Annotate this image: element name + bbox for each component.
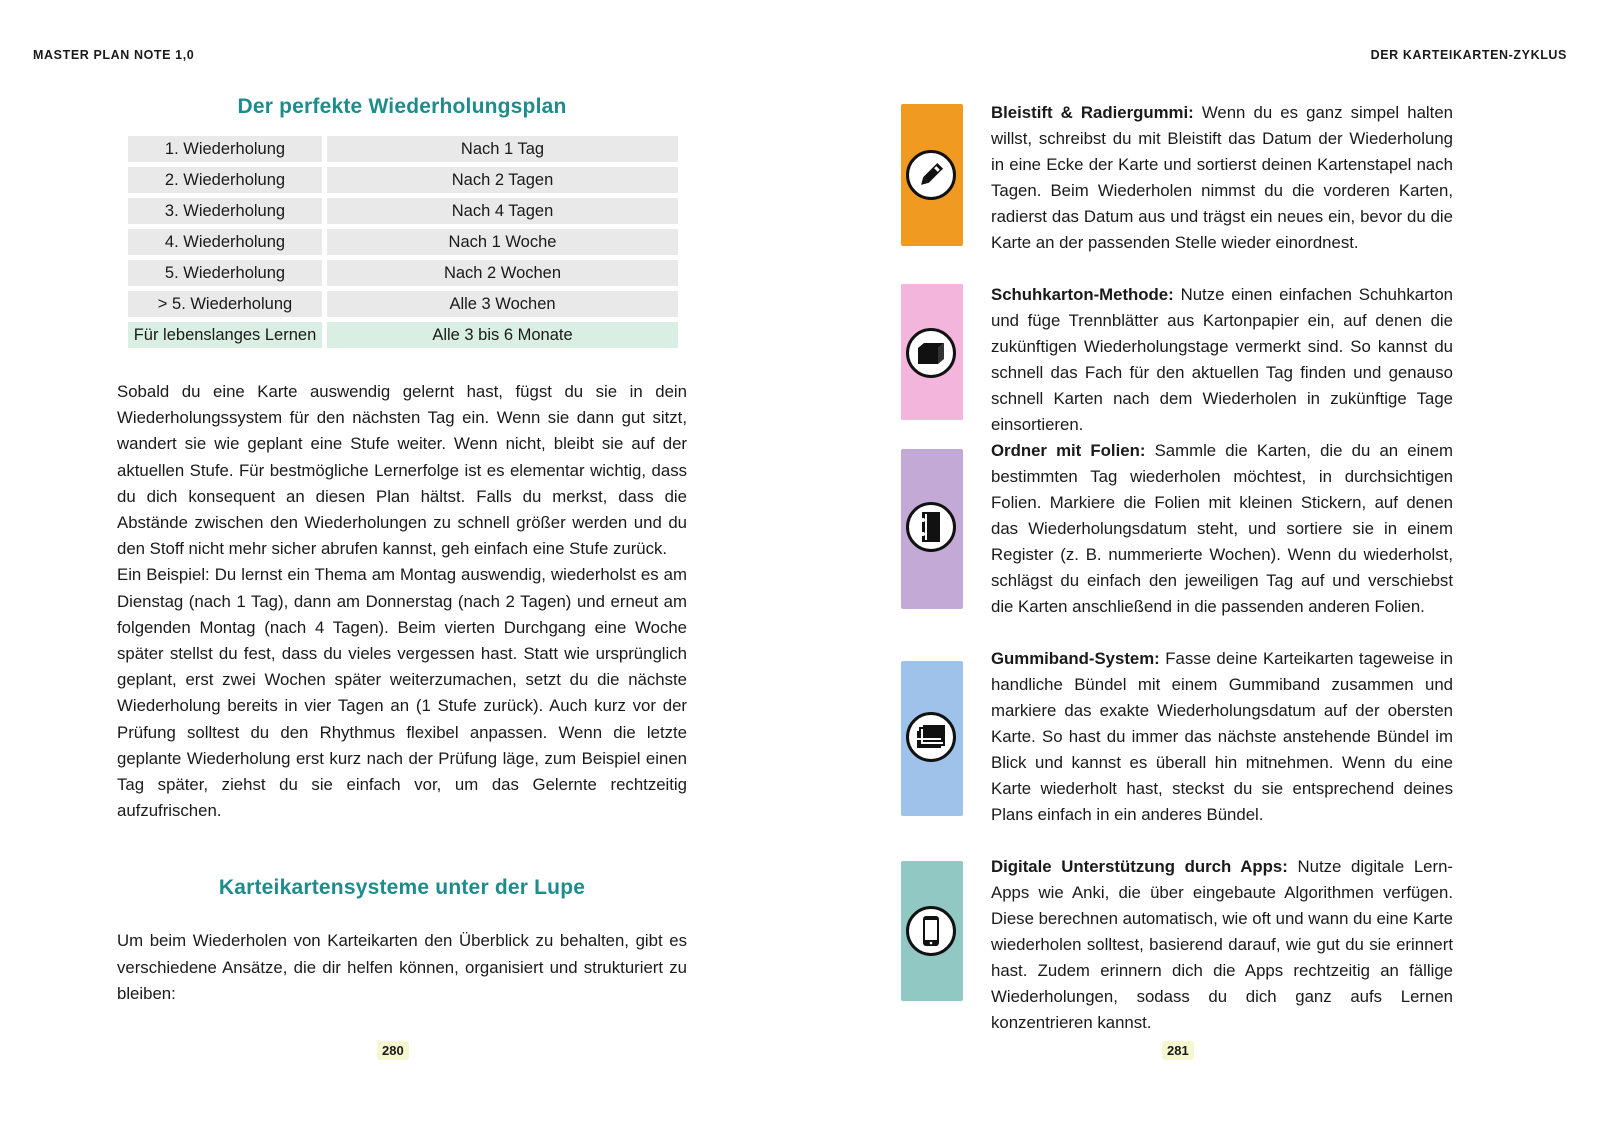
table-cell-step: 2. Wiederholung — [128, 167, 322, 193]
method-title: Ordner mit Folien: — [991, 441, 1146, 460]
method-description: Wenn du es ganz simpel halten willst, schreibst du mit Bleistift das Datum der Wiederholung in eine Ecke der Karte und sortierst deinen Kartenstapel nach Tagen. Beim Wiederholen nimmst du die vorderen Karten, radierst das Datum aus und trägst ein neues ein, bevor du die Karte an der passenden Stelle wieder einordnest. — [991, 103, 1453, 252]
repetition-plan-table — [123, 131, 683, 353]
table-cell-interval: Nach 2 Tagen — [327, 167, 678, 193]
table-row — [128, 167, 678, 193]
table-cell-interval: Nach 2 Wochen — [327, 260, 678, 286]
table-row — [128, 260, 678, 286]
method-description: Nutze einen einfachen Schuhkarton und füge Trennblätter aus Kartonpapier ein, auf denen die zukünftigen Wiederholungstage vermerkt sind. So kannst du schnell das Fach für den aktuellen Tag finden und genauso schnell Karten nach dem Wiederholen in zukünftige Tage einsortieren. — [991, 285, 1453, 434]
method-color-tab — [901, 104, 963, 246]
binder-icon — [906, 502, 956, 552]
method-title: Bleistift & Radiergummi: — [991, 103, 1194, 122]
table-cell-interval: Alle 3 bis 6 Monate — [327, 322, 678, 348]
paragraph-systems-intro: Um beim Wiederholen von Karteikarten den Überblick zu behalten, gibt es verschiedene Ansätze, die dir helfen können, organisiert und strukturiert zu bleiben: — [117, 931, 687, 1003]
table-cell-step: > 5. Wiederholung — [128, 291, 322, 317]
table-row — [128, 198, 678, 224]
method-description: Sammle die Karten, die du an einem bestimmten Tag wiederholen möchtest, in durchsichtigen Folien. Markiere die Folien mit kleinen Stickern, auf denen das Wiederholungsdatum steht, und sortiere sie in einem Register (z. B. nummerierte Wochen). Wenn du wiederholst, schlägst du einfach den jeweiligen Tag auf und verschiebst die Karten anschließend in die passenden anderen Folien. — [991, 441, 1453, 616]
section-title-systems: Karteikartensysteme unter der Lupe — [218, 876, 586, 900]
method-bleistift — [991, 100, 1453, 256]
method-apps — [991, 854, 1453, 1036]
page-number-right: 281 — [1162, 1041, 1194, 1060]
left-page — [117, 95, 687, 1007]
table-cell-interval: Nach 4 Tagen — [327, 198, 678, 224]
paragraph-example: Ein Beispiel: Du lernst ein Thema am Montag auswendig, wiederholst es am Dienstag (nach 1 Tag), dann am Donnerstag (nach 2 Tagen) und erneut am folgenden Montag (nach 4 Tagen). Beim vierten Durchgang eine Woche später stellst du fest, dass du vieles vergessen hast. Statt wie ursprünglich geplant, erst zwei Wochen später weiterzumachen, setzt du die nächste Wiederholung bereits in vier Tagen an (1 Stufe zurück). Auch kurz vor der Prüfung solltest du den Rhythmus flexibel anpassen. Wenn die letzte geplante Wiederholung erst kurz nach der Prüfung läge, zum Beispiel einen Tag später, ziehst du sie einfach vor, um das Gelernte rechtzeitig aufzufrischen. — [117, 565, 687, 821]
section-title-plan: Der perfekte Wiederholungsplan — [237, 95, 567, 118]
running-head-right: DER KARTEIKARTEN-ZYKLUS — [1370, 48, 1567, 62]
method-description: Fasse deine Karteikarten tageweise in handliche Bündel mit einem Gummiband zusammen und markiere das exakte Wiederholungsdatum auf der obersten Karte. So hast du immer das nächste anstehende Bündel im Blick und kannst es überall hin mitnehmen. Wenn du eine Karte wiederholt hast, steckst du sie entsprechend deines Plans einfach in ein anderes Bündel. — [991, 649, 1453, 824]
method-title: Gummiband-System: — [991, 649, 1160, 668]
method-color-tab — [901, 861, 963, 1001]
method-gummiband — [991, 646, 1453, 828]
table-cell-step: 5. Wiederholung — [128, 260, 322, 286]
method-title: Digitale Unterstützung durch Apps: — [991, 857, 1288, 876]
table-row — [128, 229, 678, 255]
method-ordner — [991, 438, 1453, 620]
method-title: Schuhkarton-Methode: — [991, 285, 1174, 304]
table-row — [128, 136, 678, 162]
card-stack-icon — [906, 712, 956, 762]
page-number-left: 280 — [377, 1041, 409, 1060]
running-head-left: MASTER PLAN NOTE 1,0 — [33, 48, 195, 62]
table-cell-step: Für lebenslanges Lernen — [128, 322, 322, 348]
table-row-highlight — [128, 322, 678, 348]
table-cell-interval: Nach 1 Tag — [327, 136, 678, 162]
table-row — [128, 291, 678, 317]
method-schuhkarton — [991, 282, 1453, 438]
method-description: Nutze digitale Lern-Apps wie Anki, die über eingebaute Algorithmen verfügen. Diese berechnen automatisch, wie oft und wann du eine Karte wiederholen solltest, basierend darauf, wie gut du sie erinnert hast. Zudem erinnern dich die Apps rechtzeitig an fällige Wiederholungen, sodass du dich ganz aufs Lernen konzentrieren kannst. — [991, 857, 1453, 1032]
table-cell-step: 1. Wiederholung — [128, 136, 322, 162]
table-cell-step: 3. Wiederholung — [128, 198, 322, 224]
method-color-tab — [901, 284, 963, 420]
table-cell-step: 4. Wiederholung — [128, 229, 322, 255]
paragraph-intro: Sobald du eine Karte auswendig gelernt hast, fügst du sie in dein Wiederholungssystem für den nächsten Tag ein. Wenn sie dann gut sitzt, wandert sie wie geplant eine Stufe weiter. Wenn nicht, bleibt sie auf der aktuellen Stufe. Für bestmögliche Lernerfolge ist es elementar wichtig, dass du dich konsequent an diesen Plan hältst. Falls du merkst, dass die Abstände zwischen den Wiederholungen zu schnell größer werden und du den Stoff nicht mehr sicher abrufen kannst, geh einfach eine Stufe zurück. — [117, 382, 687, 559]
smartphone-icon — [906, 906, 956, 956]
table-cell-interval: Alle 3 Wochen — [327, 291, 678, 317]
method-color-tab — [901, 449, 963, 609]
box-icon — [906, 328, 956, 378]
table-cell-interval: Nach 1 Woche — [327, 229, 678, 255]
method-color-tab — [901, 661, 963, 816]
pencil-icon — [906, 150, 956, 200]
